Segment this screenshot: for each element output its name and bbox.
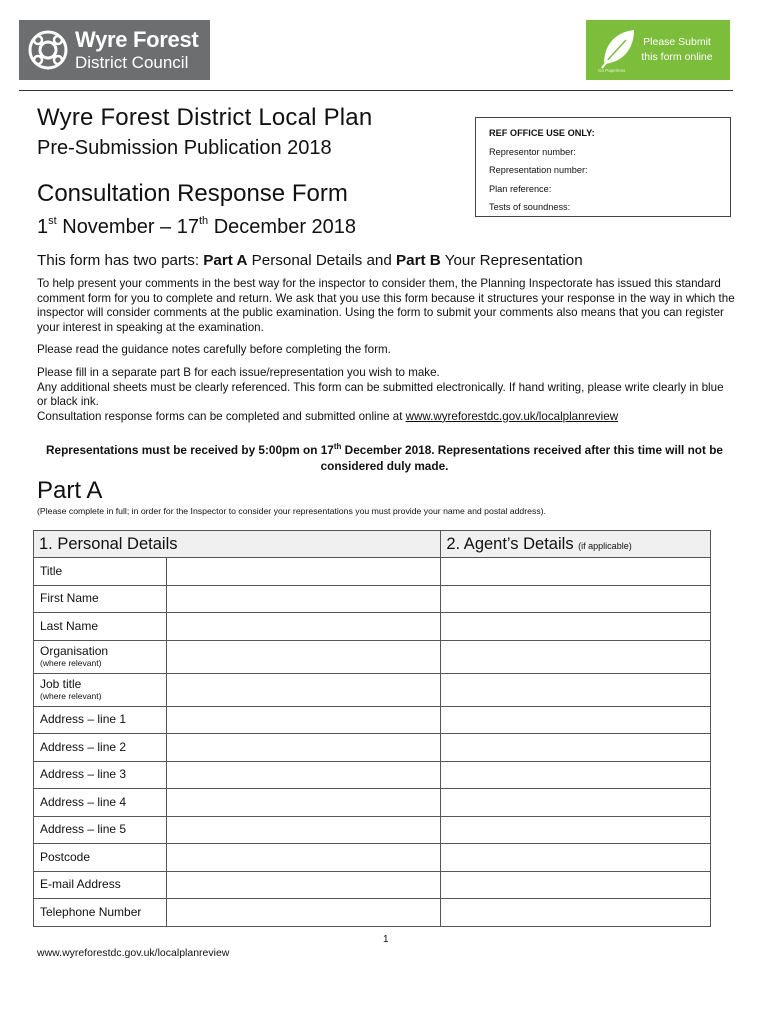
office-use-box: [475, 117, 731, 217]
leaf-icon: [598, 26, 638, 70]
page-number: 1: [383, 934, 389, 945]
agent-header-small: (if applicable): [578, 540, 632, 551]
instruction-line: [37, 410, 737, 425]
field-label: [34, 640, 167, 673]
agent-field-input[interactable]: [441, 558, 711, 586]
dates-part: December 2018: [208, 216, 357, 238]
field-label: [34, 558, 167, 586]
field-label-text: Postcode: [40, 849, 91, 864]
intro-bold: Part A: [203, 252, 248, 269]
field-label: [34, 734, 167, 762]
page-title: Wyre Forest District Local Plan: [37, 104, 373, 131]
personal-field-input[interactable]: [166, 558, 440, 586]
field-label: [34, 706, 167, 734]
personal-field-input[interactable]: [166, 789, 440, 817]
field-label-text: First Name: [40, 591, 99, 606]
local-plan-link[interactable]: www.wyreforestdc.gov.uk/localplanreview: [405, 409, 619, 423]
office-use-line: Representation number:: [489, 165, 588, 175]
instruction-text: Consultation response forms can be completed and submitted online at: [37, 409, 406, 423]
council-emblem-icon: [27, 29, 69, 71]
table-row: [34, 871, 711, 899]
badge-small-text: Go Paperless: [598, 68, 626, 73]
personal-field-input[interactable]: [166, 613, 440, 641]
deadline-notice: [37, 439, 732, 474]
table-row: [34, 734, 711, 762]
agent-details-header: [441, 531, 711, 558]
logo-line2: District Council: [75, 53, 189, 72]
deadline-text: December 2018. Representations received after this time will not be considered duly made.: [320, 443, 723, 473]
office-use-line: Tests of soundness:: [489, 202, 571, 212]
personal-field-input[interactable]: [166, 816, 440, 844]
dates-part: 1: [37, 216, 49, 238]
agent-field-input[interactable]: [441, 640, 711, 673]
field-label: [34, 613, 167, 641]
dates-part: November – 17: [56, 216, 199, 238]
field-label: [34, 844, 167, 872]
table-row: [34, 899, 711, 927]
field-label-text: Address – line 5: [40, 822, 127, 837]
personal-field-input[interactable]: [166, 706, 440, 734]
badge-text: Please Submit this form online: [641, 36, 713, 63]
instruction-line: Please fill in a separate part B for each issue/representation you wish to make.: [37, 366, 440, 379]
personal-field-input[interactable]: [166, 673, 440, 706]
field-hint: (where relevant): [40, 658, 102, 668]
field-label: [34, 816, 167, 844]
field-label: [34, 761, 167, 789]
table-row: [34, 585, 711, 613]
agent-header-text: 2. Agent’s Details: [446, 534, 574, 553]
field-label: [34, 871, 167, 899]
field-label-text: E-mail Address: [40, 877, 121, 892]
personal-field-input[interactable]: [166, 640, 440, 673]
intro-text: This form has two parts:: [37, 252, 204, 269]
deadline-sup: th: [333, 442, 342, 451]
agent-field-input[interactable]: [441, 789, 711, 817]
logo-line1: Wyre Forest: [75, 27, 199, 52]
dates-sup: th: [198, 215, 209, 227]
guidance-paragraph: Please read the guidance notes carefully before completing the form.: [37, 343, 391, 356]
field-label-text: Title: [40, 563, 63, 578]
field-label-text: Address – line 3: [40, 767, 127, 782]
two-parts-intro: [37, 252, 583, 269]
footer-url: www.wyreforestdc.gov.uk/localplanreview: [37, 947, 230, 959]
council-logo: [19, 20, 210, 80]
field-label-text: Address – line 4: [40, 794, 127, 809]
personal-field-input[interactable]: [166, 871, 440, 899]
field-label-text: Last Name: [40, 618, 99, 633]
field-hint: (where relevant): [40, 691, 102, 701]
personal-field-input[interactable]: [166, 585, 440, 613]
field-label: [34, 899, 167, 927]
consultation-dates: [37, 215, 356, 239]
table-row: [34, 673, 711, 706]
intro-text: Personal Details and: [247, 252, 397, 269]
table-row: [34, 640, 711, 673]
field-label-text: Address – line 2: [40, 739, 127, 754]
personal-details-header: 1. Personal Details: [34, 531, 441, 558]
personal-details-table: [33, 530, 711, 927]
form-title: Consultation Response Form: [37, 180, 348, 207]
instructions-paragraph: [37, 366, 737, 424]
agent-field-input[interactable]: [441, 761, 711, 789]
field-label: [34, 789, 167, 817]
page-subtitle: Pre-Submission Publication 2018: [37, 137, 332, 159]
office-use-line: Plan reference:: [489, 183, 552, 194]
submit-online-badge[interactable]: [586, 20, 730, 80]
personal-field-input[interactable]: [166, 844, 440, 872]
personal-field-input[interactable]: [166, 734, 440, 762]
agent-field-input[interactable]: [441, 844, 711, 872]
table-row: [34, 706, 711, 734]
field-label-text: Telephone Number: [40, 904, 142, 919]
dates-sup: st: [48, 215, 57, 227]
field-label: [34, 673, 167, 706]
instruction-line: Any additional sheets must be clearly referenced. This form can be submitted electronically. If hand writing, please write clearly in blue or black ink.: [37, 380, 724, 409]
agent-field-input[interactable]: [441, 673, 711, 706]
table-row: [34, 844, 711, 872]
agent-field-input[interactable]: [441, 871, 711, 899]
agent-field-input[interactable]: [441, 899, 711, 927]
field-label-text: Address – line 1: [40, 712, 127, 727]
field-label: [34, 585, 167, 613]
personal-field-input[interactable]: [166, 761, 440, 789]
header-divider: [19, 90, 733, 91]
table-row: [34, 558, 711, 586]
office-use-line: Representor number:: [489, 146, 576, 157]
agent-field-input[interactable]: [441, 585, 711, 613]
part-a-title: Part A: [37, 477, 103, 504]
office-use-heading: REF OFFICE USE ONLY:: [489, 128, 595, 138]
agent-field-input[interactable]: [441, 706, 711, 734]
field-label-text: Organisation: [40, 644, 109, 658]
table-row: [34, 816, 711, 844]
part-a-note: (Please complete in full; in order for the Inspector to consider your representations you must provide your name and postal address).: [37, 506, 546, 516]
intro-paragraph: To help present your comments in the best way for the inspector to consider them, the Planning Inspectorate has issued this standard comment form for you to complete and return. We ask that you use this form because it structures your response in the way in which the inspector will consider comments at the public examination. Using the form to submit your comments also means that you can register your interest in speaking at the examination.: [37, 277, 735, 334]
personal-field-input[interactable]: [166, 899, 440, 927]
intro-text: Your Representation: [440, 252, 583, 269]
agent-field-input[interactable]: [441, 816, 711, 844]
table-row: [34, 789, 711, 817]
table-row: [34, 613, 711, 641]
intro-bold: Part B: [396, 252, 441, 269]
table-row: [34, 761, 711, 789]
table-header-row: [34, 531, 711, 558]
deadline-text: Representations must be received by 5:00pm on 17: [46, 443, 334, 457]
field-label-text: Job title: [40, 677, 82, 691]
agent-field-input[interactable]: [441, 613, 711, 641]
agent-field-input[interactable]: [441, 734, 711, 762]
